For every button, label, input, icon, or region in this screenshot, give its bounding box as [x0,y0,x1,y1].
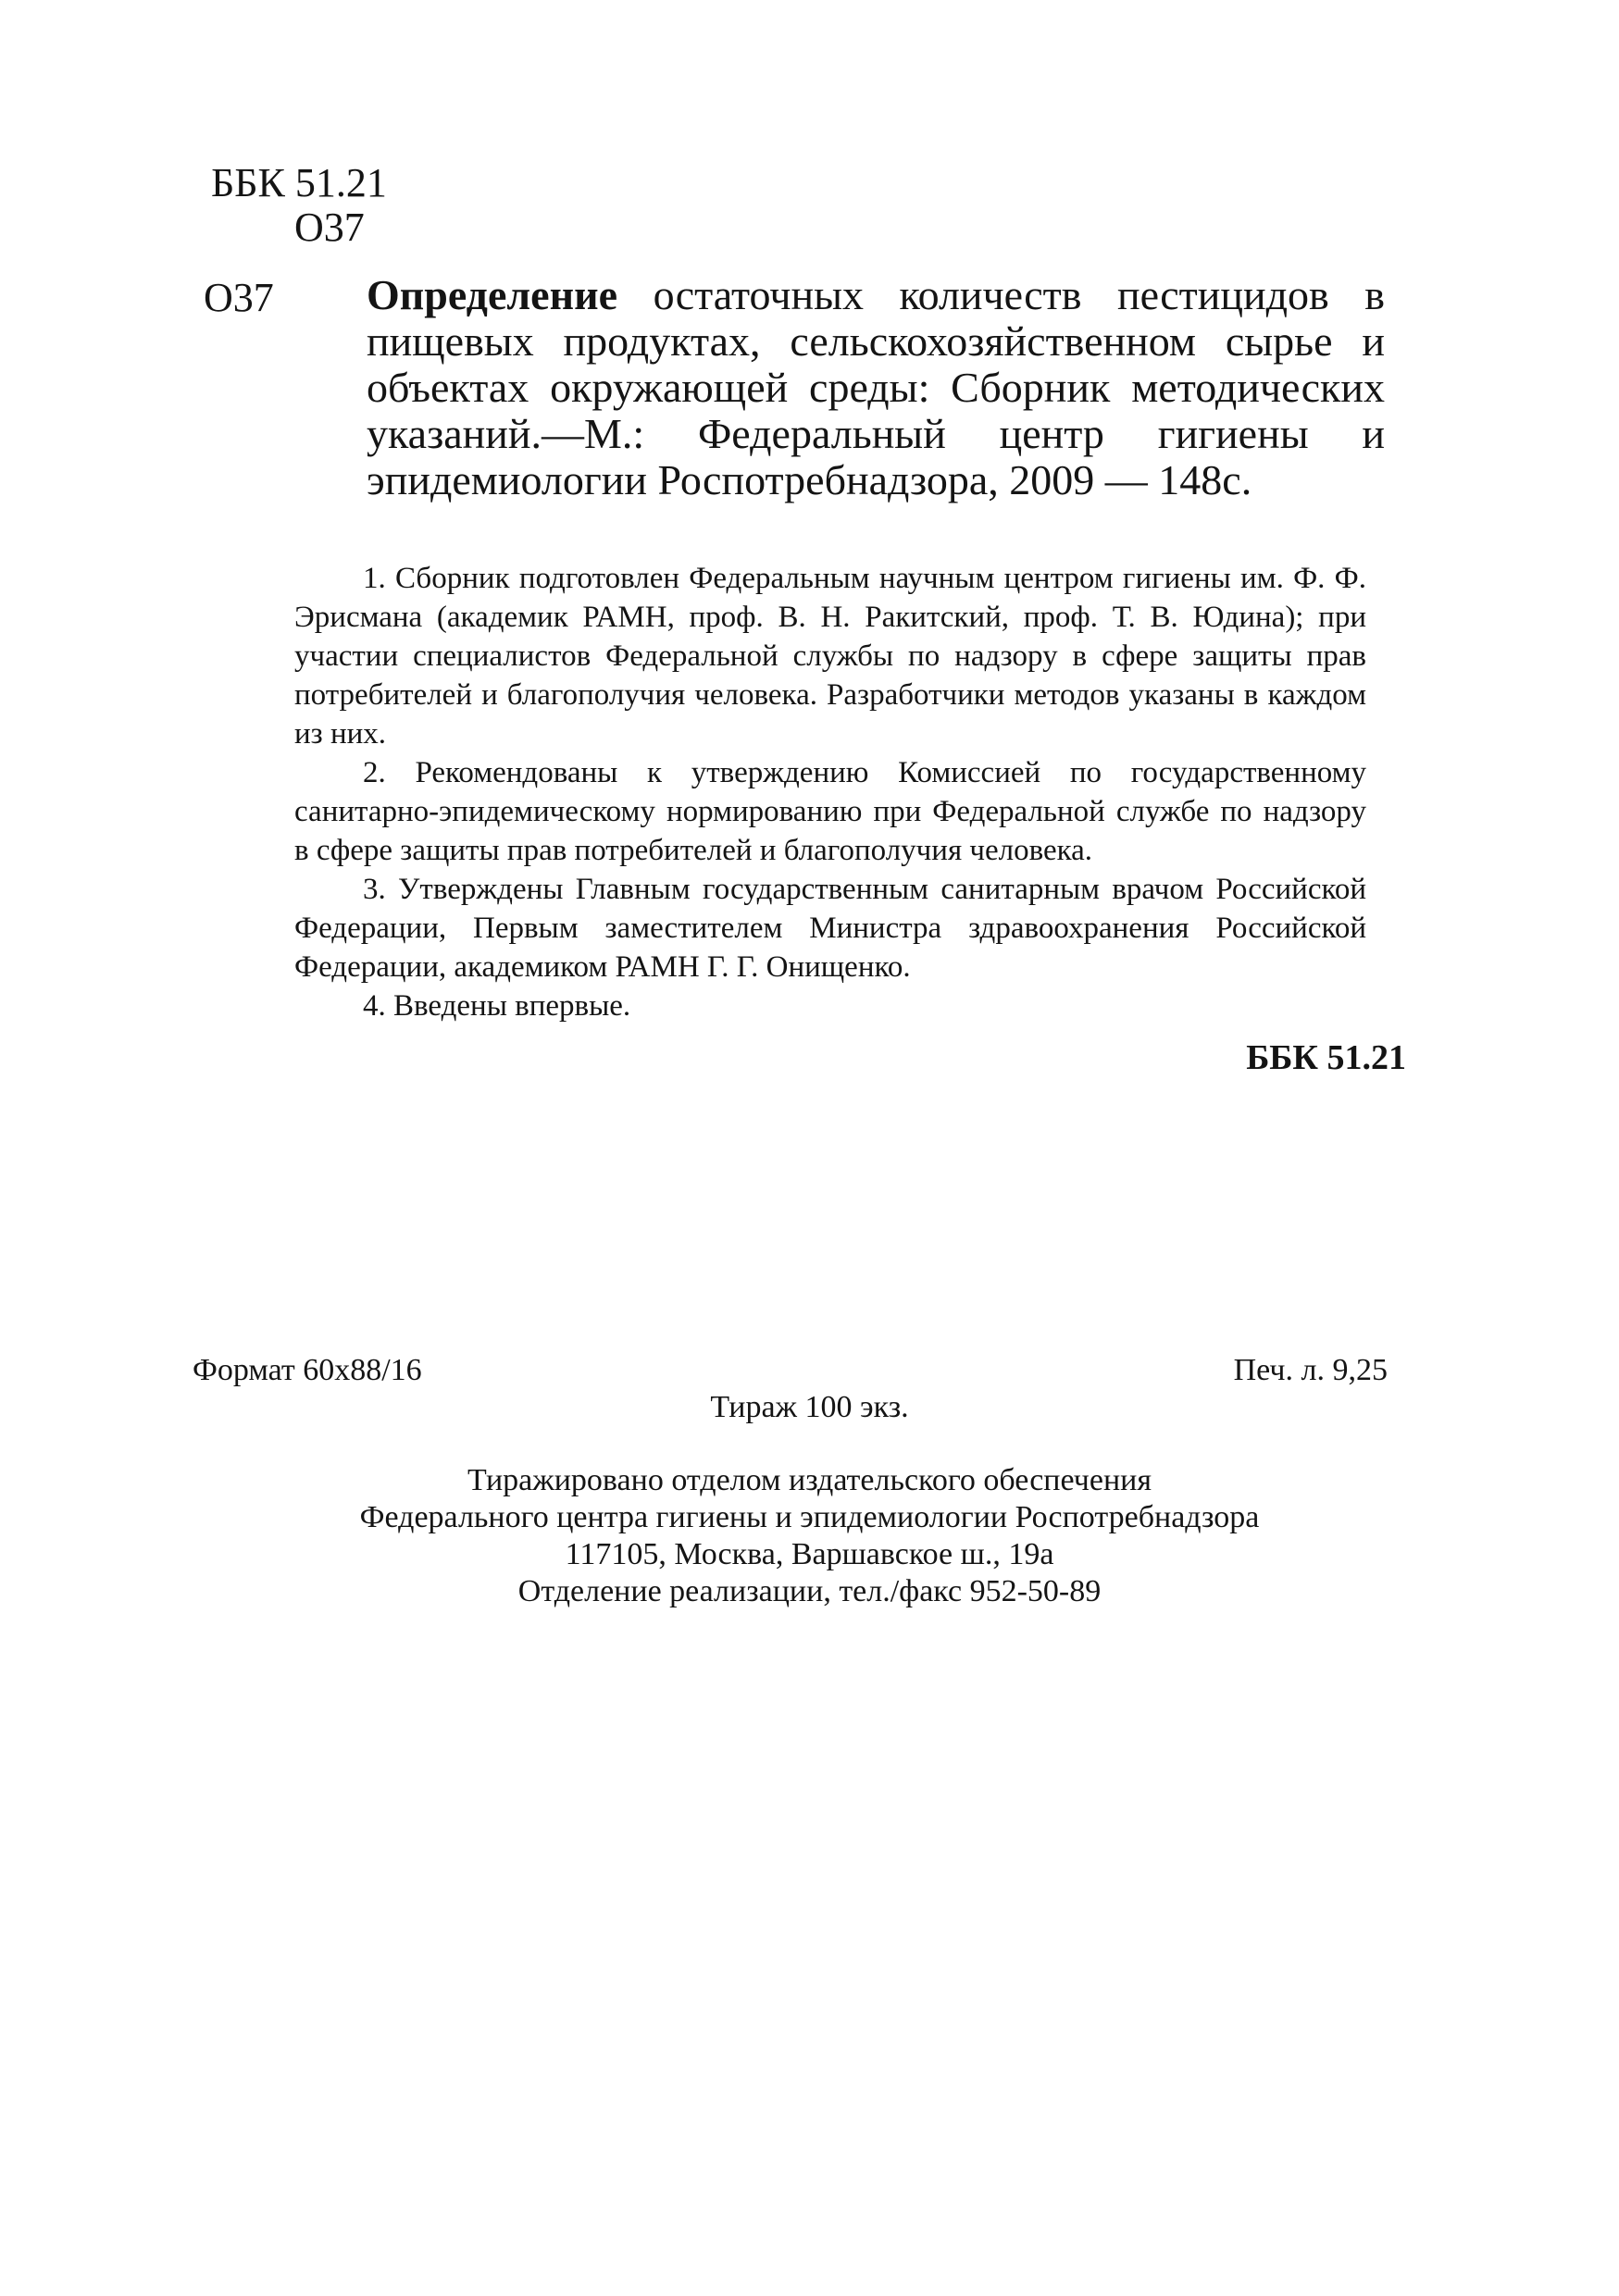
bibliographic-record [367,272,1385,503]
note-item: 3. Утверждены Главным государственным санитарным врачом Российской Федерации, Первым заместителем Министра здравоохранения Российской Федерации, академиком РАМН Г. Г. Онищенко. [294,873,1366,984]
title-lead-word: Определение [367,271,618,318]
publisher-info [0,1462,1619,1610]
publisher-line: Федерального центра гигиены и эпидемиологии Роспотребнадзора [359,1500,1260,1534]
format-info: Формат 60х88/16 [193,1353,422,1387]
bbk-code-right: ББК 51.21 [1246,1038,1406,1077]
note-item: 1. Сборник подготовлен Федеральным научным центром гигиены им. Ф. Ф. Эрисмана (академик РАМН, проф. В. Н. Ракитский, проф. Т. В. Юдина); при участии специалистов Федеральной службы по надзору в сфере защиты прав потребителей и благополучия человека. Разработчики методов указаны в каждом из них. [294,562,1366,751]
bbk-code: ББК 51.21 [211,160,387,205]
title-rest: остаточных количеств пестицидов в пищевых продуктах, сельскохозяйственном сырье и объектах окружающей среды: Сборник методических указаний.—М.: Федеральный центр гигиены и эпидемиологии Роспотребнадзора, 2009 — 148с. [367,271,1385,503]
publisher-address: 117105, Москва, Варшавское ш., 19а [565,1537,1054,1571]
publisher-contact: Отделение реализации, тел./факс 952-50-89 [517,1574,1102,1608]
notes-section [294,559,1366,1025]
note-item: 2. Рекомендованы к утверждению Комиссией по государственному санитарно-эпидемическому нормированию при Федеральной службе по надзору в сфере защиты прав потребителей и благополучия человека. [294,756,1366,867]
note-item: 4. Введены впервые. [363,989,631,1023]
author-mark-left: О37 [204,275,274,320]
printed-sheets-info: Печ. л. 9,25 [1233,1353,1388,1387]
publisher-line: Тиражировано отделом издательского обеспечения [467,1463,1152,1497]
print-run-info: Тираж 100 экз. [710,1390,909,1424]
author-mark: О37 [294,205,365,250]
